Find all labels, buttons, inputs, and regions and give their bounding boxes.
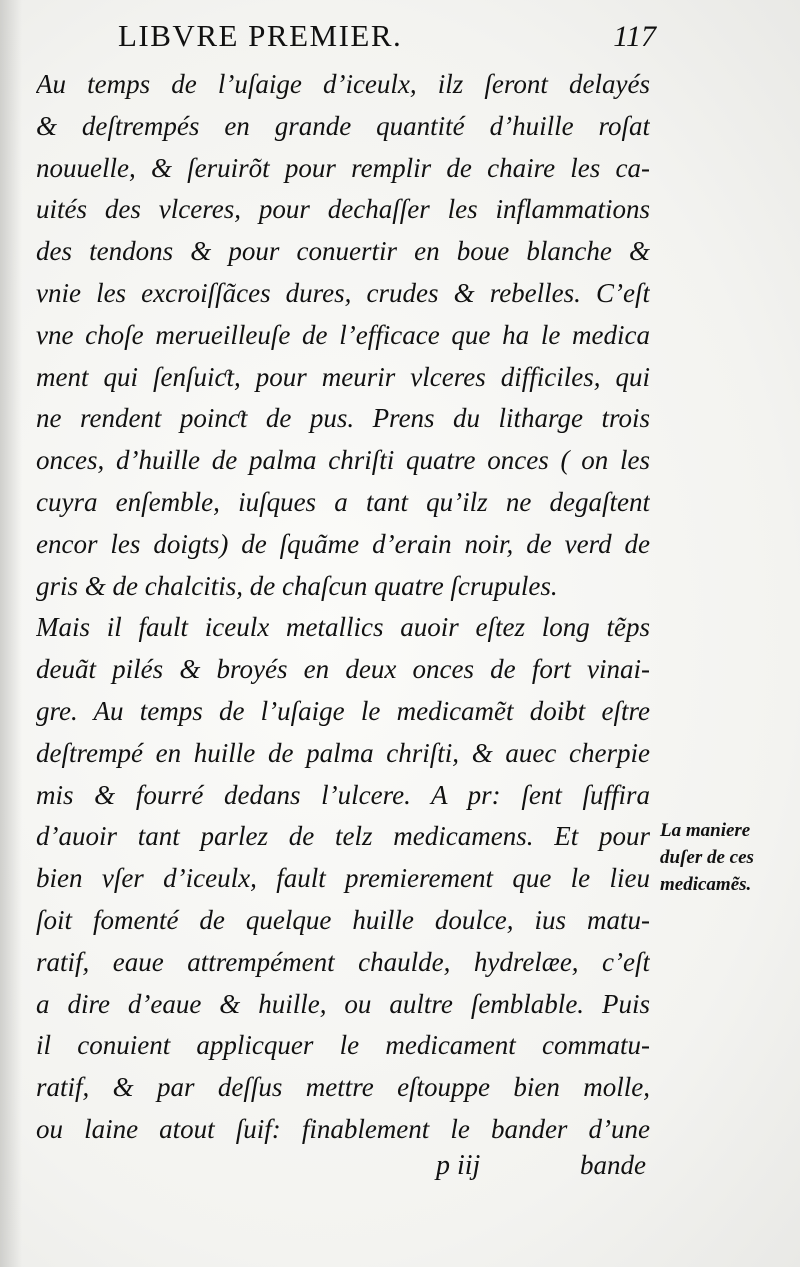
text-line: & deſtrempés en grande quantité d’huille roſat <box>36 110 650 141</box>
text-line: bien vſer d’iceulx, fault premierement que le lieu <box>36 863 650 894</box>
text-line: vnie les excroiſſãces dures, crudes & rebelles. C’eſt <box>36 277 650 308</box>
text-line: des tendons & pour conuertir en boue blanche & <box>36 236 650 267</box>
text-line: a dire d’eaue & huille, ou aultre ſemblable. Puis <box>36 988 650 1019</box>
text-line: uités des vlceres, pour dechaſſer les inflammations <box>36 194 650 225</box>
text-line: deuãt pilés & broyés en deux onces de fort vinai- <box>36 654 650 685</box>
text-line: ſoit fomenté de quelque huille doulce, ius matu- <box>36 904 650 935</box>
marginal-note-line: La maniere <box>660 820 751 841</box>
text-line: deſtrempé en huille de palma chriſti, & auec cherpie <box>36 737 650 768</box>
page-footer <box>36 1150 650 1194</box>
text-line: nouuelle, & ſeruirõt pour remplir de chaire les ca- <box>36 152 650 183</box>
text-line: vne choſe merueilleuſe de l’efficace que ha le medica <box>36 319 650 350</box>
text-line: onces, d’huille de palma chriſti quatre onces ( on les <box>36 445 650 476</box>
text-line: ratif, eaue attrempément chaulde, hydrelæe, c’eſt <box>36 946 650 977</box>
signature-mark: p iij <box>436 1150 481 1181</box>
text-line: encor les doigts) de ſquãme d’erain noir, de verd de <box>36 528 650 559</box>
text-line: ne rendent poinƈt de pus. Prens du litharge trois <box>36 403 650 434</box>
text-line: mis & fourré dedans l’ulcere. A pr: ſent ſuffira <box>36 779 650 810</box>
running-title: LIBVRE PREMIER. <box>118 18 403 53</box>
text-line: gre. Au temps de l’uſaige le medicamẽt doibt eſtre <box>36 695 650 726</box>
folio-number: 117 <box>613 20 656 53</box>
main-text-block <box>36 64 650 1151</box>
catchword: bande <box>580 1150 646 1180</box>
marginal-note <box>660 817 780 898</box>
text-line: d’auoir tant parlez de telz medicamens. Et pour <box>36 821 650 852</box>
text-line: il conuient applicquer le medicament commatu- <box>36 1030 650 1061</box>
marginal-note-line: duſer de ces <box>660 847 754 868</box>
text-line: cuyra enſemble, iuſques a tant qu’ilz ne degaſtent <box>36 486 650 517</box>
text-line: Au temps de l’uſaige d’iceulx, ilz ſeront delayés <box>36 69 650 99</box>
text-line: Mais il fault iceulx metallics auoir eſtez long tẽps <box>36 612 650 643</box>
page-header <box>36 18 656 58</box>
marginal-note-line: medicamẽs. <box>660 874 752 895</box>
text-line: ratif, & par deſſus mettre eſtouppe bien molle, <box>36 1072 650 1103</box>
text-line: gris & de chalcitis, de chaſcun quatre ſcrupules. <box>36 570 558 601</box>
text-line: ment qui ſenſuiƈt, pour meurir vlceres difficiles, qui <box>36 361 650 392</box>
page-gutter-shadow <box>0 0 22 1267</box>
text-line: ou laine atout ſuif: finablement le bander d’une <box>36 1113 650 1144</box>
